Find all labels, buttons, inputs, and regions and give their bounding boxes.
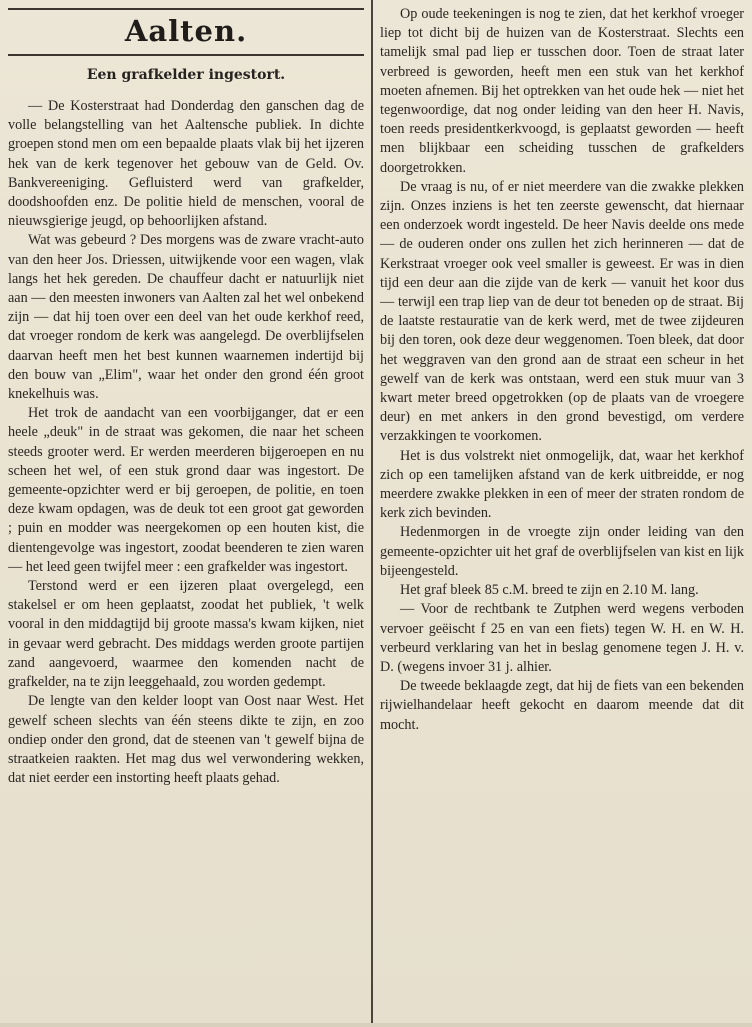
paragraph: Het trok de aandacht van een voorbijganger, dat er een heele „deuk" in de straat was gekomen, die naar het scheen steeds grooter werd. Er werden meerderen bijgeroepen en nu scheen het wel, of een stuk grond daar was ingestort. De gemeente-opzichter werd er bij geroepen, de politie, en toen deze kwam opdagen, was de deuk tot een groot gat geworden ; puin en modder was neergekomen op een houten kist, die dientengevolge was ingestort, zoodat beenderen te zien waren — het leed geen twijfel meer : een grafkelder was ingestort. xyxy=(8,405,364,575)
paragraph: Het is dus volstrekt niet onmogelijk, dat, waar het kerkhof zich op een tamelijken afstand van de kerk uitbreidde, er nog meerdere zwakke plekken in een of meer der straten rondom de kerk zich bevinden. xyxy=(380,447,744,522)
right-column xyxy=(380,0,744,1027)
article-headline: Aalten. xyxy=(124,14,248,48)
paragraph: Wat was gebeurd ? Des morgens was de zware vracht-auto van den heer Jos. Driessen, uitwijkende voor een wagen, vlak langs het hek gereden. De chauffeur dacht er natuurlijk niet aan — den meesten inwoners van Aalten zal het wel onbekend zijn — dat hij toen over een deel van het oude kerkhof reed, dat vroeger rondom de kerk was aangelegd. De overblijfselen daarvan heeft men het best kunnen waarnemen indertijd bij den bouw van „Elim", waar het onder den grond één groot knekelhuis was. xyxy=(8,232,364,403)
article-subheading: Een grafkelder ingestort. xyxy=(86,67,286,83)
paragraph: De tweede beklaagde zegt, dat hij de fiets van een bekenden rijwielhandelaar heeft gekocht en daarom meende dat dit mocht. xyxy=(380,678,744,733)
paragraph: — De Kosterstraat had Donderdag den ganschen dag de volle belangstelling van het Aaltensche publiek. In dichte groepen stond men om een bepaalde plaats vlak bij het ijzeren hek van de kerk tegenover het gebouw van de Geld. Ov. Bankvereeniging. Gefluisterd werd van grafkelder, doodshoofden enz. De politie hield de menschen, vooral de nieuwsgierige jeugd, op behoorlijken afstand. xyxy=(8,98,364,230)
left-column xyxy=(8,0,364,1027)
paragraph: Hedenmorgen in de vroegte zijn onder leiding van den gemeente-opzichter uit het graf de overblijfselen van kist en lijk bijeengesteld. xyxy=(380,524,744,579)
page-bottom-edge xyxy=(0,1023,752,1027)
right-column-text xyxy=(380,5,744,735)
paragraph: De lengte van den kelder loopt van Oost naar West. Het gewelf scheen slechts van één steens dikte te zijn, en zoo ondiep onder den grond, dat de steenen van 't gewelf bijna de straatkeien raakten. Het mag dus wel verwondering wekken, dat niet eerder een instorting heeft plaats gehad. xyxy=(8,693,364,787)
left-column-text xyxy=(8,97,364,788)
paragraph: — Voor de rechtbank te Zutphen werd wegens verboden vervoer geëischt f 25 en van een fiets) tegen W. H. en W. H. verbeurd verklaring van het in beslag genomene tegen J. H. v. D. (wegens invoer 31 j. alhier. xyxy=(380,601,744,675)
paragraph: Op oude teekeningen is nog te zien, dat het kerkhof vroeger liep tot dicht bij de huizen van de Kosterstraat. Slechts een tamelijk smal pad liep er tusschen door. Toen de straat later verbreed is geworden, heeft men een stuk van het kerkhof moeten afnemen. Bij het optrekken van het oude hek — niet het tegenwoordige, dat nog onder leiding van den heer H. Navis, toen reeds presidentkerkvoogd, is geplaatst geworden — heeft men blijkbaar een scheiding tusschen de grafkelders doorgetrokken. xyxy=(380,6,744,176)
paragraph: Het graf bleek 85 c.M. breed te zijn en 2.10 M. lang. xyxy=(400,582,699,599)
paragraph: De vraag is nu, of er niet meerdere van die zwakke plekken zijn. Onzes inziens is het ten zeerste gewenscht, dat hiernaar een onderzoek wordt ingesteld. De heer Navis deelde ons mede — de ouderen onder ons zullen het zich herinneren — dat de Kerkstraat vroeger ook veel smaller is geweest. Er was in dien tijd een deur aan die zijde van de kerk — vanuit het koor dus — terwijl een trap liep van de deur tot beneden op de straat. Bij de laatste restauratie van de kerk werd, met de twee zijdeuren bij den toren, ook deze deur weggenomen. Toen bleek, dat door het weggraven van den grond aan de straat een scheur in het gewelf van de kerk was ontstaan, werd een stuk muur van 3 kwart meter breed opgetrokken (op de plaats van de vroegere deur) en met ankers in den grond bevestigd, om verdere verzakkingen te voorkomen. xyxy=(380,178,744,445)
column-divider xyxy=(371,0,373,1027)
paragraph: Terstond werd er een ijzeren plaat overgelegd, een stakelsel er om heen geplaatst, zoodat het publiek, 't welk vooral in den middagtijd bij groote massa's kwam kijken, niet in gevaar werd gebracht. Des middags werden groote partijen zand aangevoerd, waarmee den komenden nacht de grafkelder, na te zijn leeggehaald, zou worden gedempt. xyxy=(8,578,364,691)
